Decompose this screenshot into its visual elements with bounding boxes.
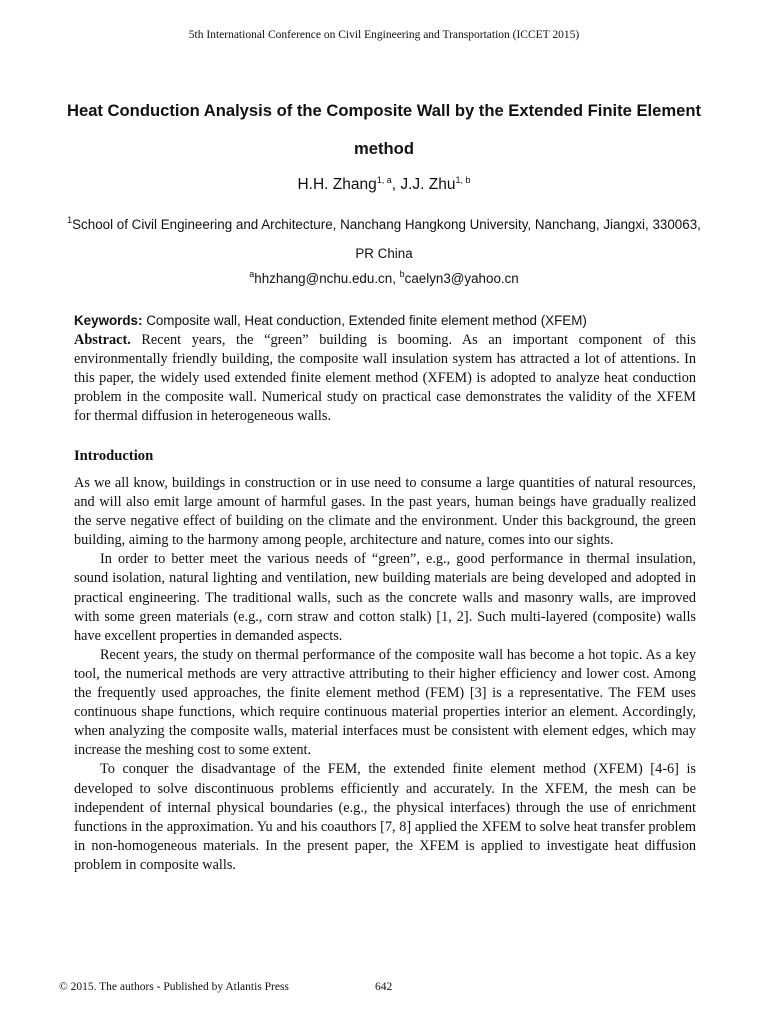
intro-paragraph-4: To conquer the disadvantage of the FEM, the extended finite element method (XFEM) [4-6] is developed to solve discontinuous problems efficiently and accurately. In the XFEM, the mesh can be independent of internal physical boundaries (e.g., the physical interfaces) through the use of enrichment functions in the approximation. Yu and his coauthors [7, 8] applied the XFEM to solve heat transfer problem in non-homogeneous materials. In the present paper, the XFEM is applied to investigate heat diffusion problem in composite walls.	[74, 761, 696, 873]
intro-paragraph-2: In order to better meet the various needs of “green”, e.g., good performance in thermal insulation, sound isolation, natural lighting and ventilation, new building materials are being developed and adopted in practical engineering. The traditional walls, such as the concrete walls and masonry walls, are improved with some green materials (e.g., corn straw and cotton stalk) [1, 2]. Such multi-layered (composite) walls have excellent properties in demanded aspects.	[74, 551, 696, 644]
abstract-label: Abstract.	[74, 332, 131, 348]
affiliation-mark: 1	[67, 215, 73, 225]
page-number: 642	[375, 981, 393, 993]
intro-paragraph-3: Recent years, the study on thermal performance of the composite wall has become a hot topic. As a key tool, the numerical methods are very attractive attributing to their higher efficiency and lower cost. Among the frequently used approaches, the finite element method (FEM) [3] is a representative. The FEM uses continuous shape functions, which require continuous material properties interior an element. Accordingly, when analyzing the composite walls, material interfaces must be consistent with element edges, which may increase the meshing cost to some extent.	[74, 646, 696, 759]
author-1-name: H.H. Zhang	[297, 176, 377, 193]
keywords-label: Keywords:	[74, 313, 143, 328]
email-b-mark: b	[399, 269, 405, 279]
author-2-affiliation-mark: 1, b	[455, 175, 471, 185]
email-line	[0, 271, 768, 286]
intro-paragraph-1: As we all know, buildings in construction or in use need to consume a large quantities of natural resources, and will also emit large amount of harmful gases. In the past years, human beings have gradually realized the serve negative effect of building on the climate and the environment. Under this background, the green building, aiming to the harmony among people, architecture and nature, comes into our sights.	[74, 475, 696, 549]
abstract-text: Recent years, the “green” building is booming. As an important component of this environmentally friendly building, the composite wall insulation system has attracted a lot of attentions. In this paper, the widely used extended finite element method (XFEM) is adopted to analyze heat conduction problem in the composite wall. Numerical study on practical case demonstrates the validity of the XFEM for thermal diffusion in heterogeneous walls.	[74, 332, 696, 425]
author-line	[0, 176, 768, 194]
footer-copyright: © 2015. The authors - Published by Atlantis Press	[59, 981, 289, 993]
paper-title: Heat Conduction Analysis of the Composite Wall by the Extended Finite Element method	[66, 101, 701, 158]
introduction-body	[74, 474, 696, 875]
conference-header: 5th International Conference on Civil Engineering and Transportation (ICCET 2015)	[188, 29, 580, 41]
email-separator: ,	[392, 271, 400, 286]
author-separator: ,	[391, 176, 401, 193]
email-b: caelyn3@yahoo.cn	[404, 271, 519, 286]
email-a: hhzhang@nchu.edu.cn	[254, 271, 393, 286]
keywords-text: Composite wall, Heat conduction, Extended finite element method (XFEM)	[142, 313, 587, 328]
author-2-name: J.J. Zhu	[400, 176, 456, 193]
author-1-affiliation-mark: 1, a	[376, 175, 392, 185]
email-a-mark: a	[249, 269, 255, 279]
keywords	[74, 313, 587, 328]
affiliation-text: School of Civil Engineering and Architecture, Nanchang Hangkong University, Nanchang, Jiangxi, 330063, PR China	[72, 217, 701, 261]
introduction-heading: Introduction	[74, 448, 154, 464]
abstract	[74, 331, 696, 426]
affiliation	[60, 210, 708, 268]
